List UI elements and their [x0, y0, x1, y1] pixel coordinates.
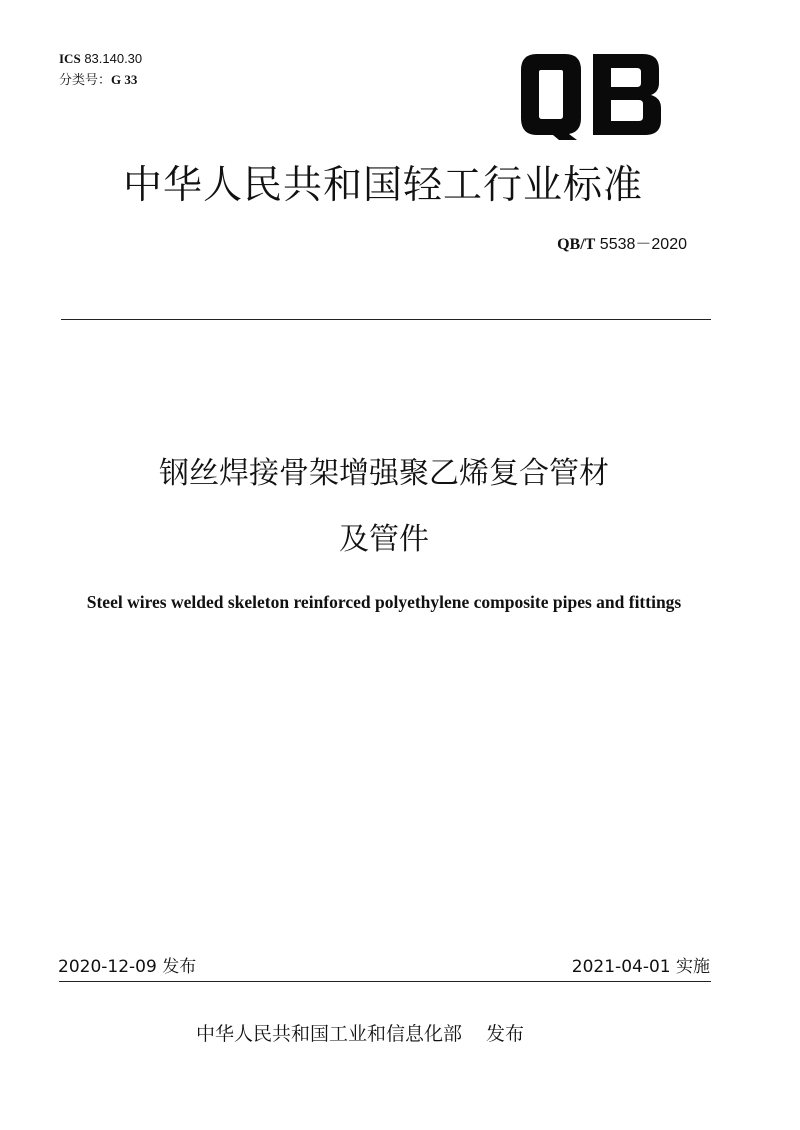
implementation-date: 2021-04-01 实施 — [571, 957, 710, 977]
ics-label: ICS — [59, 51, 81, 66]
classification-label: 分类号： — [59, 73, 112, 88]
publisher-line — [196, 1021, 524, 1047]
classification-value: G 33 — [111, 72, 138, 87]
standard-number — [557, 235, 687, 255]
issue-date: 2020-12-09 发布 — [58, 957, 197, 977]
document-title-cn-line2: 及管件 — [339, 522, 429, 557]
ics-code — [59, 51, 142, 67]
standard-number-prefix: QB/T — [557, 236, 596, 253]
document-title-cn-line1: 钢丝焊接骨架增强聚乙烯复合管材 — [159, 456, 609, 491]
classification-code — [59, 72, 137, 89]
document-title-en: Steel wires welded skeleton reinforced polyethylene composite pipes and fittings — [86, 592, 682, 612]
standard-category-title: 中华人民共和国轻工行业标准 — [122, 163, 643, 208]
ics-value: 83.140.30 — [84, 51, 143, 66]
header-divider — [61, 319, 711, 320]
publish-action: 发布 — [486, 1023, 525, 1045]
standard-number-value: 5538－2020 — [599, 236, 687, 253]
qb-logo — [515, 52, 665, 140]
footer-divider — [59, 981, 711, 982]
publisher-name: 中华人民共和国工业和信息化部 — [196, 1023, 463, 1045]
